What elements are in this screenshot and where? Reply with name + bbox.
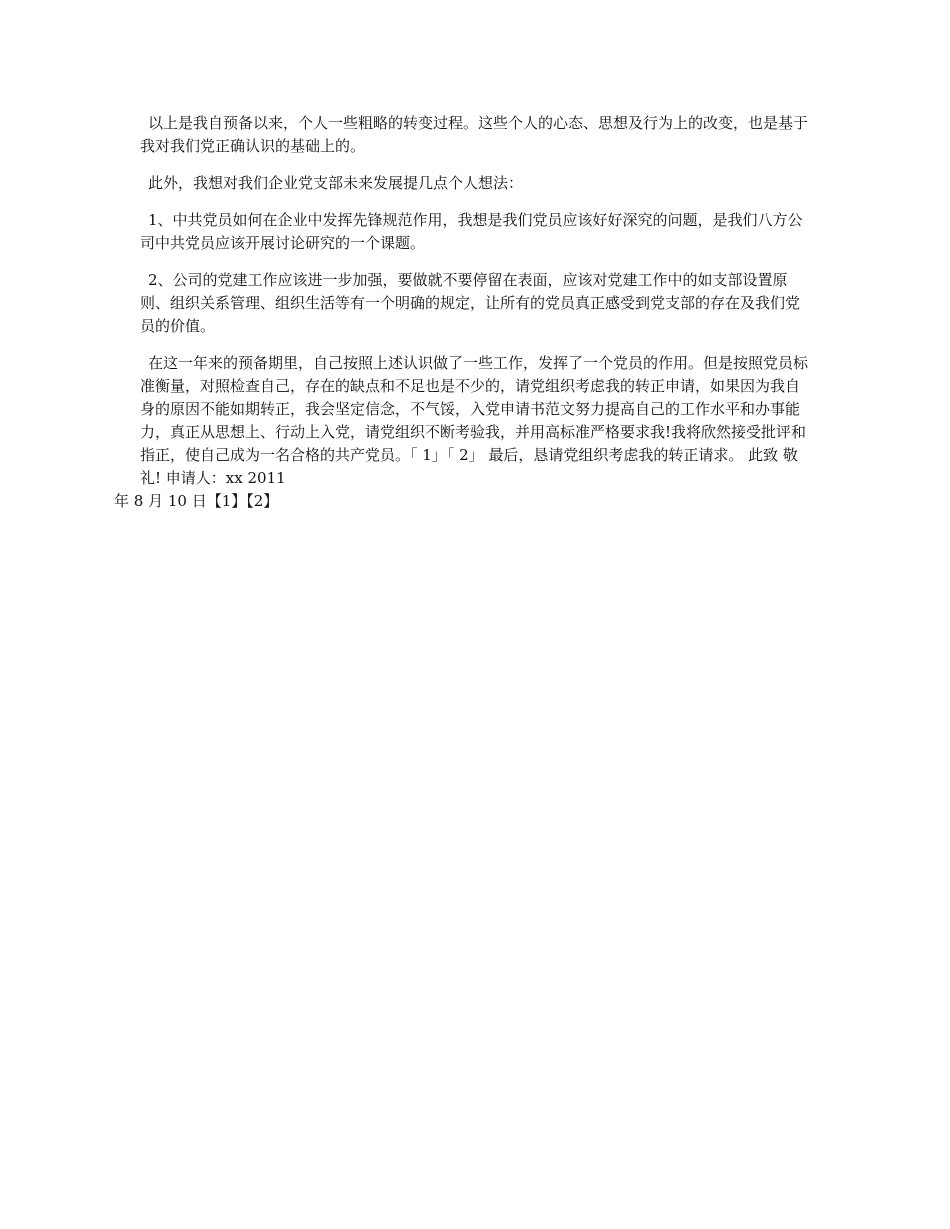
paragraph-point-2 bbox=[140, 269, 808, 338]
paragraph-intro-text: 以上是我自预备以来，个人一些粗略的转变过程。这些个人的心态、思想及行为上的改变，也是基于我对我们党正确认识的基础上的。 bbox=[140, 114, 809, 155]
paragraph-ideas-text: 此外，我想对我们企业党支部未来发展提几点个人想法： bbox=[148, 174, 524, 192]
paragraph-conclusion bbox=[114, 352, 809, 513]
closing-date-line: 年 8 月 10 日【1】【2】 bbox=[114, 492, 279, 510]
paragraph-intro bbox=[140, 112, 808, 158]
paragraph-point-1 bbox=[140, 209, 808, 255]
paragraph-point-2-text: 2、公司的党建工作应该进一步加强，要做就不要停留在表面，应该对党建工作中的如支部设置原则、组织关系管理、组织生活等有一个明确的规定，让所有的党员真正感受到党支部的存在及我们党员的价值。 bbox=[140, 271, 801, 335]
paragraph-conclusion-text: 在这一年来的预备期里，自己按照上述认识做了一些工作，发挥了一个党员的作用。但是按照党员标准衡量，对照检查自己，存在的缺点和不足也是不少的，请党组织考虑我的转正申请，如果因为我自身的原因不能如期转正，我会坚定信念，不气馁，入党申请书范文努力提高自己的工作水平和办事能力，真正从思想上、行动上入党，请党组织不断考验我，并用高标准严格要求我!我将欣然接受批评和指正，使自己成为一名合格的共产党员。「 1」「 2」 最后，恳请党组织考虑我的转正请求。 此致 敬礼! 申请人：xx 2011 bbox=[140, 354, 809, 487]
paragraph-ideas bbox=[140, 172, 808, 195]
document-body bbox=[114, 112, 809, 527]
paragraph-point-1-text: 1、中共党员如何在企业中发挥先锋规范作用，我想是我们党员应该好好深究的问题，是我们八方公司中共党员应该开展讨论研究的一个课题。 bbox=[140, 211, 803, 252]
